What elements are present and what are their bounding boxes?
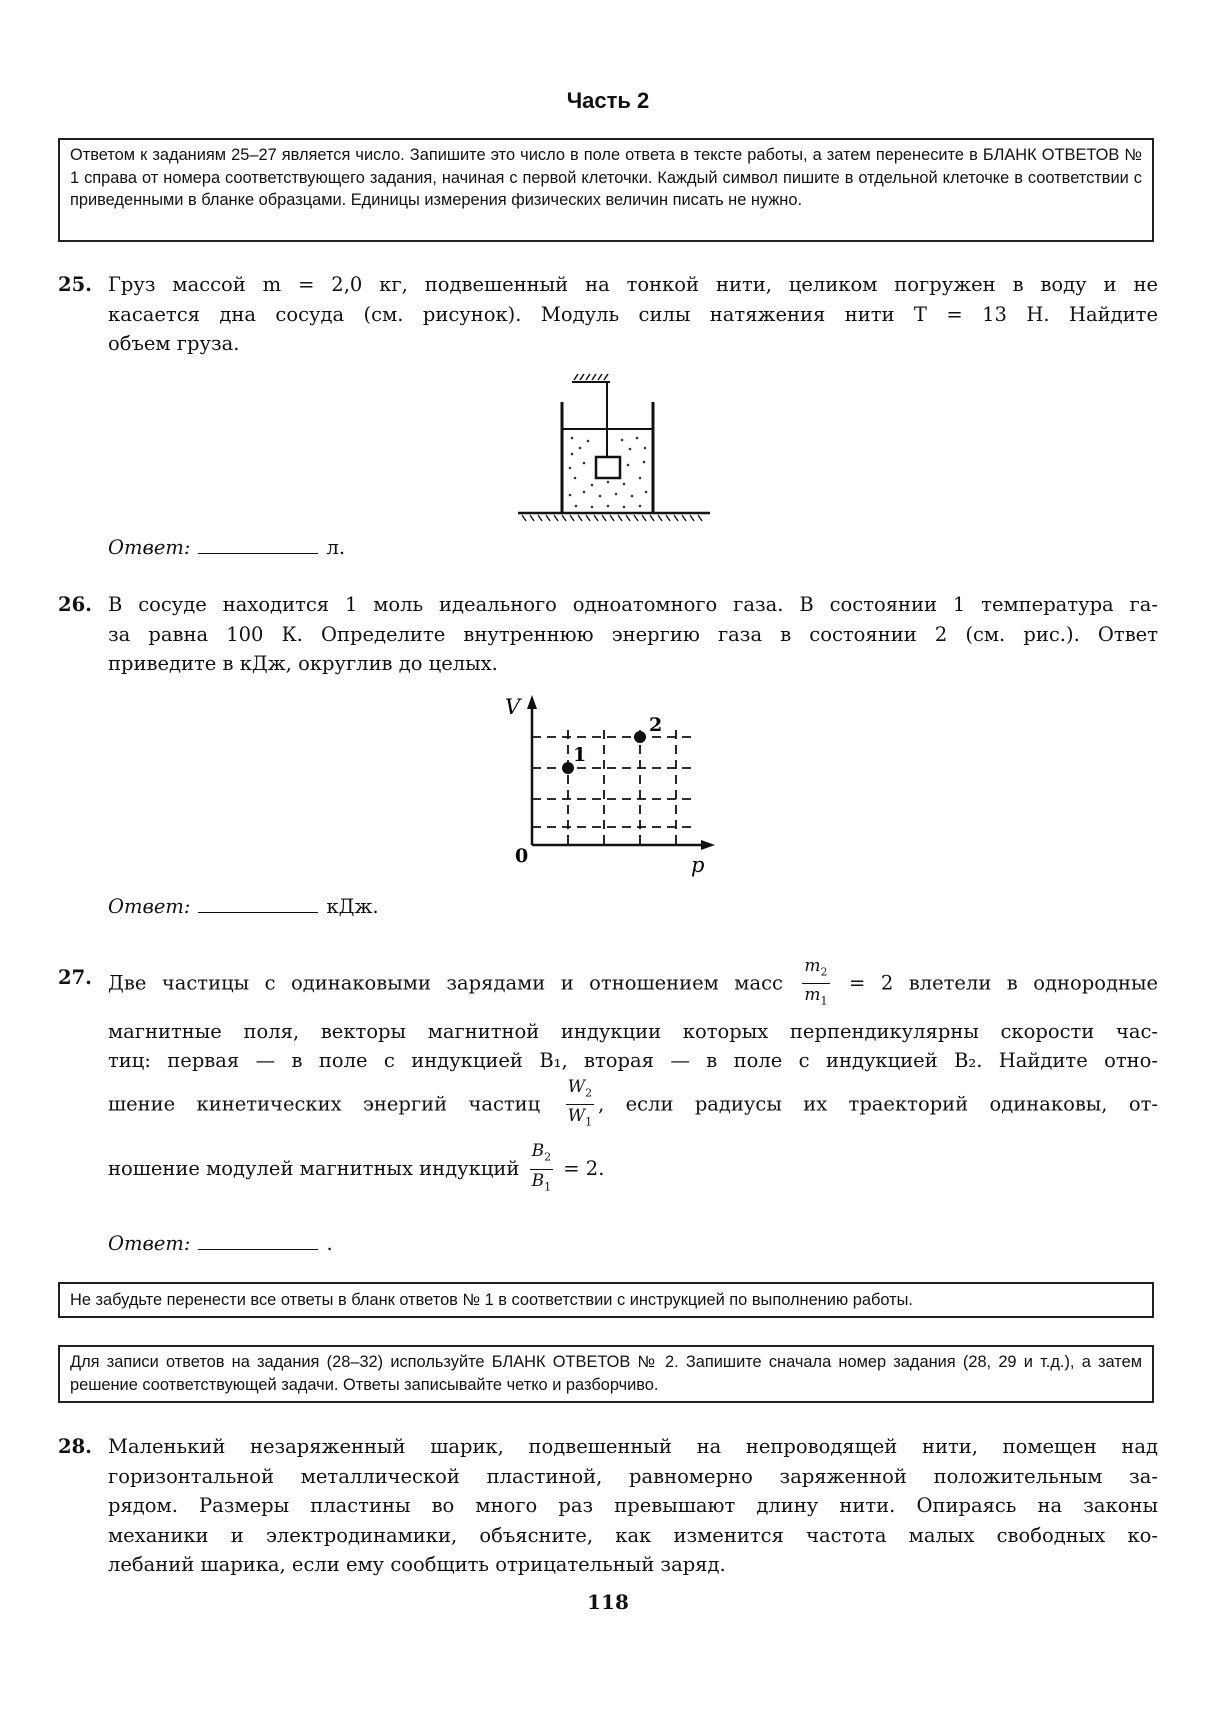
task-25 bbox=[58, 270, 1158, 359]
task-text-line: магнитные поля, векторы магнитной индукции которых перпендикулярны скорости час- bbox=[108, 1019, 1158, 1043]
task-27 bbox=[58, 955, 1158, 1204]
task-text-line: ношение модулей магнитных индукций $\frac{B_2}{B_1}$ = 2. bbox=[108, 1134, 1158, 1204]
task-text-line: приведите в кДж, округлив до целых. bbox=[108, 652, 498, 675]
instruction-box-2: Для записи ответов на задания (28–32) используйте БЛАНК ОТВЕТОВ № 2. Запишите сначала номер задания (28, 29 и т.д.), а затем решение соответствующей задачи. Ответы записывайте четко и разборчиво. bbox=[58, 1345, 1154, 1403]
task-text-line: тиц: первая — в поле с индукцией B₁, вторая — в поле с индукцией B₂. Найдите отно- bbox=[108, 1049, 1158, 1073]
answer-27 bbox=[108, 1232, 333, 1255]
answer-unit: кДж. bbox=[326, 895, 379, 918]
answer-unit: . bbox=[326, 1232, 333, 1255]
answer-unit: л. bbox=[326, 536, 346, 559]
task-number: 25. bbox=[58, 273, 92, 296]
answer-25 bbox=[108, 536, 345, 559]
origin-label: 0 bbox=[515, 845, 529, 867]
point-1-label: 1 bbox=[573, 744, 587, 766]
task-text-line: Маленький незаряженный шарик, подвешенный на непроводящей нити, помещен над bbox=[108, 1435, 1158, 1458]
pv-graph bbox=[505, 695, 715, 875]
y-axis-label: V bbox=[505, 695, 521, 719]
energy-ratio-fraction: $\frac{W_2}{W_1}$ bbox=[567, 1076, 593, 1129]
point-2 bbox=[634, 731, 646, 743]
answer-label: Ответ: bbox=[108, 1232, 191, 1255]
answer-field[interactable] bbox=[198, 896, 318, 913]
answer-field[interactable] bbox=[198, 537, 318, 554]
task-text-line: объем груза. bbox=[108, 332, 240, 355]
task-text-line: касается дна сосуда (см. рисунок). Модуль силы натяжения нити T = 13 Н. Найдите bbox=[108, 302, 1158, 326]
task-text-line: рядом. Размеры пластины во много раз превышают длину нити. Опираясь на законы bbox=[108, 1494, 1158, 1517]
answer-label: Ответ: bbox=[108, 536, 191, 559]
weight-in-water-figure bbox=[500, 370, 710, 520]
answer-26 bbox=[108, 895, 379, 918]
task-text-line: лебаний шарика, если ему сообщить отрицательный заряд. bbox=[108, 1553, 726, 1576]
task-number: 26. bbox=[58, 593, 92, 616]
point-2-label: 2 bbox=[649, 714, 663, 736]
task-text-line: Груз массой m = 2,0 кг, подвешенный на тонкой нити, целиком погружен в воду и не bbox=[108, 273, 1158, 296]
mass-ratio-fraction: $\frac{m_2}{m_1}$ bbox=[804, 956, 828, 1008]
task-text-line: механики и электродинамики, объясните, как изменится частота малых свободных ко- bbox=[108, 1523, 1158, 1547]
answer-label: Ответ: bbox=[108, 895, 191, 918]
answer-field[interactable] bbox=[198, 1233, 318, 1250]
part-title: Часть 2 bbox=[566, 88, 650, 113]
task-26 bbox=[58, 590, 1158, 679]
task-text-line: шение кинетических энергий частиц $\frac{W_2}{W_1}$ , если радиусы их траекторий одинаковы, от- bbox=[108, 1076, 1158, 1134]
task-text-line: В сосуде находится 1 моль идеального одноатомного газа. В состоянии 1 температура га- bbox=[108, 593, 1158, 616]
task-text-line: горизонтальной металлической пластиной, равномерно заряженной положительным за- bbox=[108, 1464, 1158, 1488]
task-text-line: за равна 100 К. Определите внутреннюю энергию газа в состоянии 2 (см. рис.). Ответ bbox=[108, 622, 1158, 646]
task-28 bbox=[58, 1432, 1158, 1580]
induction-ratio-fraction: $\frac{B_2}{B_1}$ bbox=[531, 1141, 552, 1193]
instruction-box-1: Ответом к заданиям 25–27 является число. Запишите это число в поле ответа в тексте работы, а затем перенесите в БЛАНК ОТВЕТОВ № 1 справа от номера соответствующего задания, начиная с первой клеточки. Каждый символ пишите в отдельной клеточке в соответствии с приведенными в бланке образцами. Единицы измерения физических величин писать не нужно. bbox=[58, 138, 1154, 242]
page-number: 118 bbox=[587, 1590, 629, 1614]
task-number: 28. bbox=[58, 1435, 92, 1458]
x-axis-label: p bbox=[691, 853, 705, 877]
task-text-line: Две частицы с одинаковыми зарядами и отношением масс $\frac{m_2}{m_1}$ = 2 влетели в однородные bbox=[108, 955, 1158, 1013]
reminder-box: Не забудьте перенести все ответы в бланк ответов № 1 в соответствии с инструкцией по выполнению работы. bbox=[58, 1282, 1154, 1318]
task-number: 27. bbox=[58, 966, 92, 989]
